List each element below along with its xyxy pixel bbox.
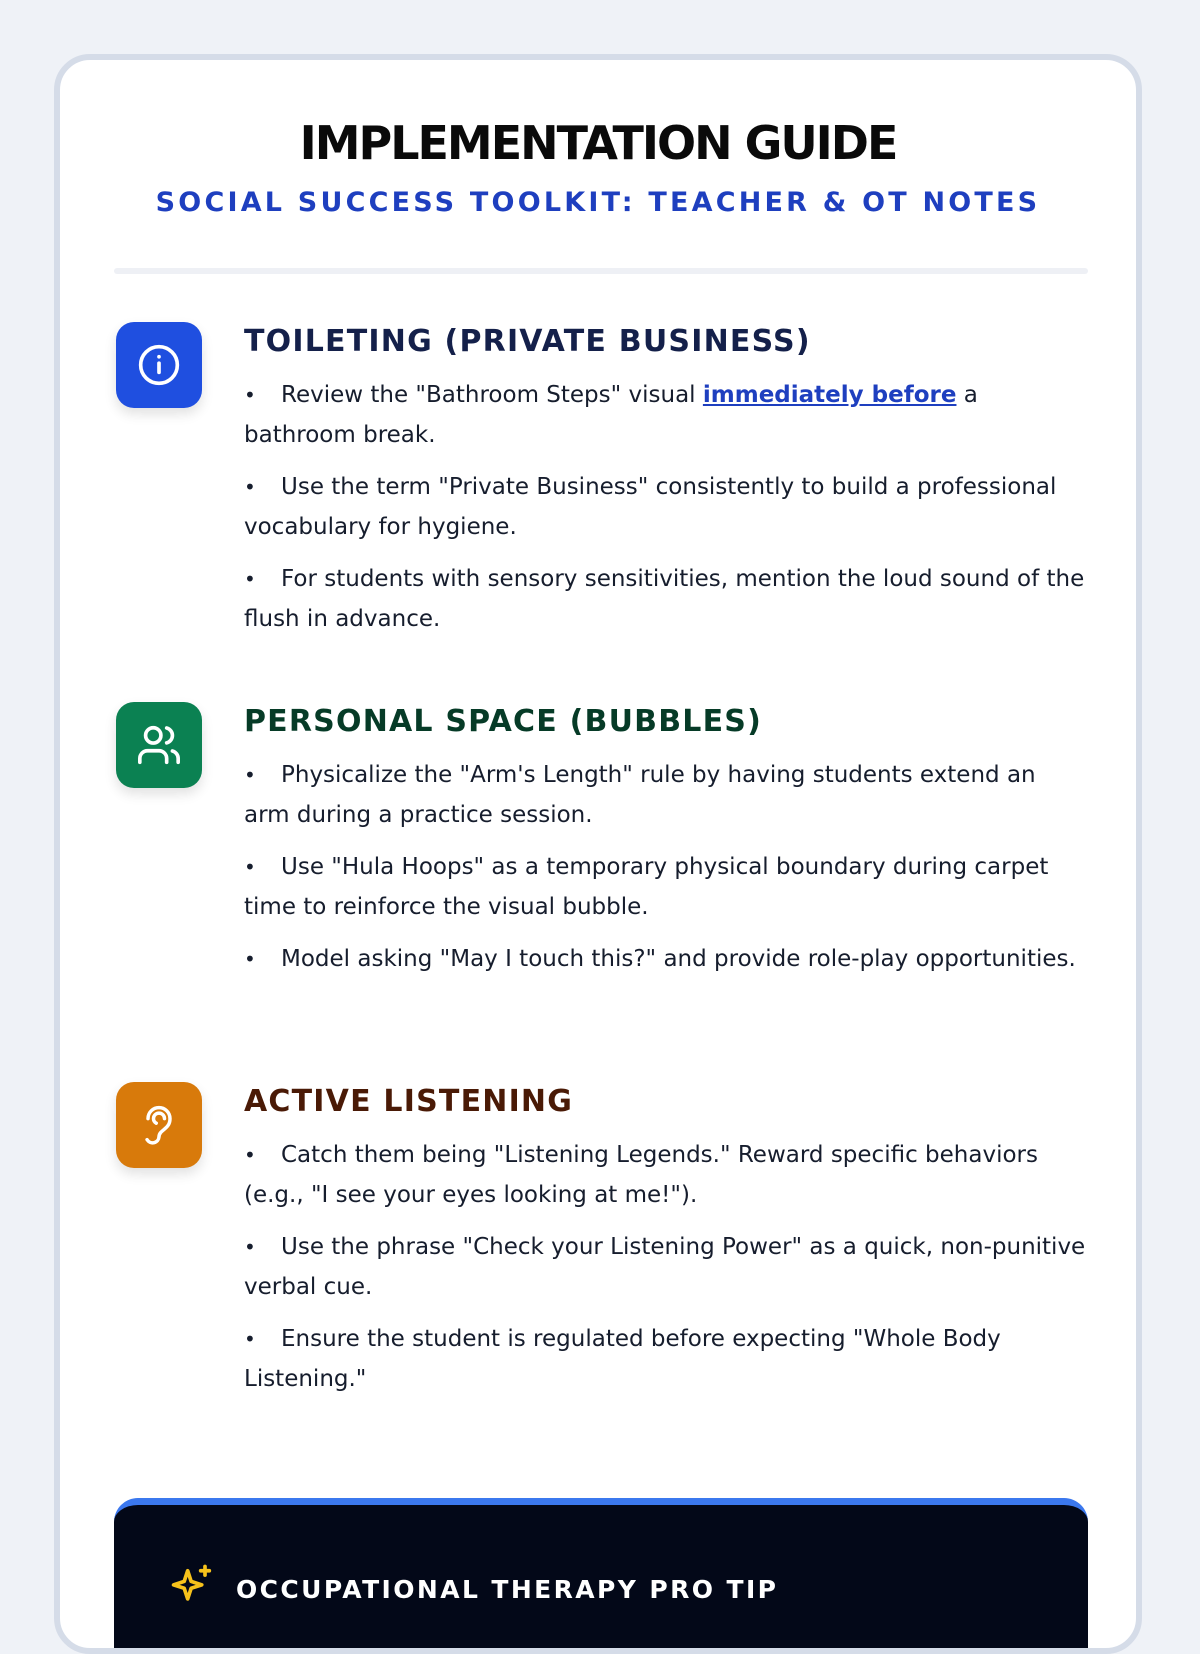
section-title: ACTIVE LISTENING [244, 1084, 574, 1119]
bullet-icon: • [244, 567, 256, 591]
point-text: a bathroom break. [244, 382, 978, 448]
list-item [244, 1319, 1088, 1399]
info-icon [116, 322, 202, 408]
bullet-icon: • [244, 1235, 256, 1259]
page-subtitle: SOCIAL SUCCESS TOOLKIT: TEACHER & OT NOTES [155, 187, 1041, 218]
point-text: Catch them being "Listening Legends." Reward specific behaviors (e.g., "I see your eyes looking at me!"). [244, 1142, 1038, 1208]
list-item [244, 755, 1088, 835]
point-text: Review the "Bathroom Steps" visual [281, 382, 703, 408]
pro-tip-header [166, 1561, 778, 1617]
list-item [244, 847, 1088, 927]
users-icon [116, 702, 202, 788]
section-body [244, 322, 1088, 651]
list-item [244, 939, 1088, 979]
point-text: Use the phrase "Check your Listening Power" as a quick, non-punitive verbal cue. [244, 1234, 1086, 1300]
pro-tip-title: OCCUPATIONAL THERAPY PRO TIP [236, 1574, 779, 1604]
bullet-icon: • [244, 855, 256, 879]
header-divider [114, 268, 1088, 274]
bullet-icon: • [244, 383, 256, 407]
ear-icon [116, 1082, 202, 1168]
implementation-guide-card [54, 54, 1142, 1654]
sparkles-icon [166, 1561, 218, 1617]
list-item [244, 467, 1088, 547]
pro-tip-panel [114, 1498, 1088, 1654]
list-item [244, 1135, 1088, 1215]
bullet-icon: • [244, 1143, 256, 1167]
point-text: Physicalize the "Arm's Length" rule by having students extend an arm during a practice session. [244, 762, 1036, 828]
bullet-list [244, 755, 1088, 979]
point-text: Use the term "Private Business" consistently to build a professional vocabulary for hygiene. [244, 474, 1057, 540]
point-text: Use "Hula Hoops" as a temporary physical boundary during carpet time to reinforce the visual bubble. [244, 854, 1049, 920]
list-item [244, 375, 1088, 455]
bullet-icon: • [244, 1327, 256, 1351]
list-item [244, 559, 1088, 639]
section-title: TOILETING (PRIVATE BUSINESS) [244, 324, 811, 359]
section-title: PERSONAL SPACE (BUBBLES) [244, 704, 762, 739]
bullet-list [244, 1135, 1088, 1399]
bullet-icon: • [244, 475, 256, 499]
list-item [244, 1227, 1088, 1307]
section-body [244, 1082, 1088, 1411]
highlight-link[interactable]: immediately before [702, 382, 957, 408]
page-title: IMPLEMENTATION GUIDE [299, 116, 897, 170]
point-text: Model asking "May I touch this?" and provide role-play opportunities. [281, 946, 1076, 972]
bullet-icon: • [244, 947, 256, 971]
point-text: For students with sensory sensitivities, mention the loud sound of the flush in advance. [244, 566, 1085, 632]
section-body [244, 702, 1088, 991]
guide-header [60, 60, 1136, 220]
bullet-list [244, 375, 1088, 639]
bullet-icon: • [244, 763, 256, 787]
point-text: Ensure the student is regulated before expecting "Whole Body Listening." [244, 1326, 1001, 1392]
